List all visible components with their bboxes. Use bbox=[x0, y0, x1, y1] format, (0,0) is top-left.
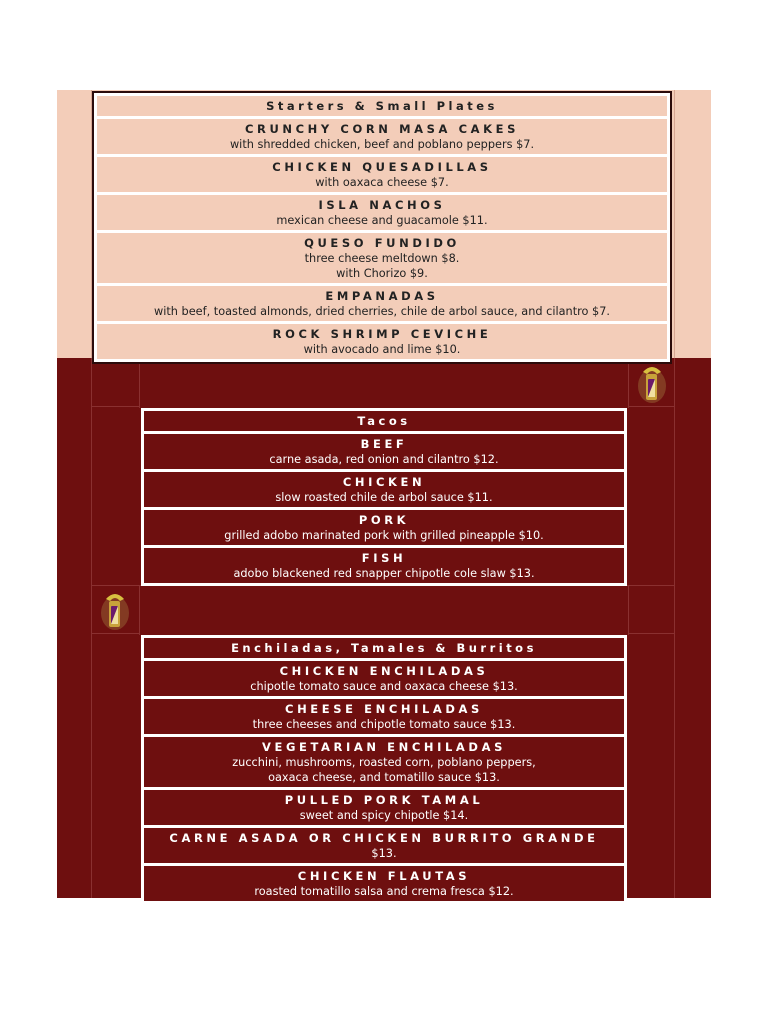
item-description: mexican cheese and guacamole $11. bbox=[276, 214, 488, 227]
menu-item-cell bbox=[97, 157, 667, 192]
item-description: grilled adobo marinated pork with grilled pineapple $10. bbox=[224, 529, 544, 542]
item-description: zucchini, mushrooms, roasted corn, poblano peppers, bbox=[232, 756, 536, 769]
menu-item-cell bbox=[97, 119, 667, 154]
item-description: slow roasted chile de arbol sauce $11. bbox=[275, 491, 493, 504]
menu-item bbox=[97, 324, 667, 359]
item-name: BEEF bbox=[360, 437, 408, 451]
menu-item bbox=[144, 699, 624, 734]
guide-line bbox=[91, 358, 92, 898]
item-name: QUESO FUNDIDO bbox=[304, 236, 460, 250]
item-name: CHICKEN ENCHILADAS bbox=[279, 664, 489, 678]
item-description: sweet and spicy chipotle $14. bbox=[299, 809, 469, 822]
item-description: with Chorizo $9. bbox=[336, 267, 428, 280]
chili-pepper-icon bbox=[635, 360, 669, 404]
item-name: ROCK SHRIMP CEVICHE bbox=[272, 327, 492, 341]
menu-item-cell bbox=[144, 828, 624, 863]
menu-item-cell bbox=[144, 661, 624, 696]
item-description: roasted tomatillo salsa and crema fresca $12. bbox=[254, 885, 514, 898]
item-description: oaxaca cheese, and tomatillo sauce $13. bbox=[268, 771, 500, 784]
item-description: three cheese meltdown $8. bbox=[304, 252, 460, 265]
item-name: CHEESE ENCHILADAS bbox=[285, 702, 483, 716]
guide-line bbox=[91, 406, 139, 407]
menu-item bbox=[97, 286, 667, 321]
menu-item bbox=[144, 548, 624, 583]
item-name: PULLED PORK TAMAL bbox=[284, 793, 484, 807]
item-name: CHICKEN bbox=[342, 475, 426, 489]
menu-item bbox=[144, 472, 624, 507]
item-description: with beef, toasted almonds, dried cherries, chile de arbol sauce, and cilantro $7. bbox=[154, 305, 610, 318]
item-description: $13. bbox=[371, 847, 397, 860]
enchiladas-section bbox=[141, 635, 627, 904]
starters-section bbox=[92, 91, 672, 364]
menu-item bbox=[97, 195, 667, 230]
chili-pepper-icon bbox=[98, 587, 132, 631]
menu-item-cell bbox=[144, 737, 624, 787]
guide-line bbox=[139, 358, 140, 408]
item-name: ISLA NACHOS bbox=[318, 198, 446, 212]
guide-line bbox=[674, 358, 675, 898]
menu-item-cell bbox=[144, 548, 624, 583]
item-description: with shredded chicken, beef and poblano peppers $7. bbox=[229, 138, 535, 151]
menu-item bbox=[97, 233, 667, 283]
item-description: adobo blackened red snapper chipotle cole slaw $13. bbox=[233, 567, 535, 580]
guide-line bbox=[628, 406, 674, 407]
menu-item-cell bbox=[144, 510, 624, 545]
menu-item bbox=[144, 510, 624, 545]
menu-item bbox=[144, 661, 624, 696]
menu-item-cell bbox=[97, 233, 667, 283]
menu-item-cell bbox=[144, 790, 624, 825]
menu-item-cell bbox=[97, 195, 667, 230]
item-description: carne asada, red onion and cilantro $12. bbox=[269, 453, 499, 466]
menu-item bbox=[144, 737, 624, 787]
item-description: three cheeses and chipotle tomato sauce $13. bbox=[252, 718, 516, 731]
item-name: CHICKEN QUESADILLAS bbox=[272, 160, 492, 174]
item-name: FISH bbox=[361, 551, 407, 565]
menu-item-cell bbox=[144, 434, 624, 469]
item-description: with avocado and lime $10. bbox=[303, 343, 461, 356]
item-description: chipotle tomato sauce and oaxaca cheese $13. bbox=[250, 680, 518, 693]
item-name: CHICKEN FLAUTAS bbox=[297, 869, 471, 883]
item-name: VEGETARIAN ENCHILADAS bbox=[262, 740, 506, 754]
section-heading: Tacos bbox=[144, 411, 624, 431]
menu-item bbox=[144, 828, 624, 863]
guide-line bbox=[628, 358, 629, 408]
section-heading: Starters & Small Plates bbox=[97, 96, 667, 116]
tacos-section bbox=[141, 408, 627, 586]
menu-item bbox=[144, 866, 624, 901]
item-description: with oaxaca cheese $7. bbox=[315, 176, 449, 189]
menu-item-cell bbox=[144, 699, 624, 734]
item-name: EMPANADAS bbox=[325, 289, 439, 303]
menu-item-cell bbox=[97, 286, 667, 321]
guide-line bbox=[91, 633, 139, 634]
menu-item bbox=[144, 434, 624, 469]
menu-item-cell bbox=[144, 472, 624, 507]
item-name: CRUNCHY CORN MASA CAKES bbox=[244, 122, 520, 136]
menu-item bbox=[97, 119, 667, 154]
menu-item bbox=[144, 790, 624, 825]
guide-line bbox=[628, 585, 629, 635]
guide-line bbox=[674, 90, 675, 358]
menu-item bbox=[97, 157, 667, 192]
guide-line bbox=[628, 633, 674, 634]
guide-line bbox=[139, 585, 140, 635]
menu-item-cell bbox=[144, 866, 624, 901]
menu-item-cell bbox=[97, 324, 667, 359]
item-name: PORK bbox=[358, 513, 410, 527]
item-name: CARNE ASADA OR CHICKEN BURRITO GRANDE bbox=[169, 831, 599, 845]
section-heading: Enchiladas, Tamales & Burritos bbox=[144, 638, 624, 658]
